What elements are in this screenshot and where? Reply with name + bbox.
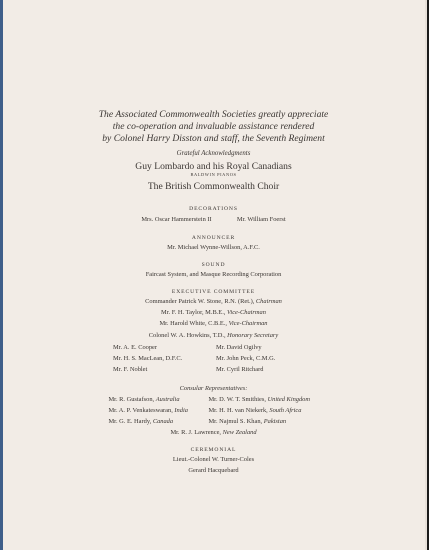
intro-line-2: the co-operation and invaluable assistance rendered: [112, 121, 315, 132]
committee-member: Mr. H. S. MacLean, D.F.C.: [113, 354, 183, 362]
rep-name: Mr. D. W. T. Smithies,: [208, 395, 268, 403]
member-name: Colonel W. A. Howkins, T.D.,: [148, 331, 228, 339]
committee-row: [0, 342, 427, 353]
sound-text: Faircast System, and Masque Recording Corporation: [145, 271, 282, 279]
rep-country: South Africa: [269, 407, 302, 415]
intro-line-3: by Colonel Harry Disston and staff, the Seventh Regiment: [102, 133, 325, 144]
sound-heading: SOUND: [201, 262, 226, 269]
member-name: Mr. Harold White, C.B.E.,: [159, 320, 229, 328]
committee-member: Mr. A. E. Cooper: [113, 343, 158, 351]
member-role: Chairman: [255, 298, 282, 306]
consular-right: [209, 416, 319, 427]
consular-right: [209, 405, 319, 416]
committee-member: Mr. F. Noblet: [113, 365, 148, 373]
consular-right: [209, 394, 319, 405]
rep-name: Mr. A. P. Venkateswaran,: [108, 407, 175, 415]
intro-line-1: The Associated Commonwealth Societies greatly appreciate: [98, 109, 329, 120]
grateful-acknowledgments-heading: Grateful Acknowledgments: [176, 150, 251, 157]
committee-member: Mr. John Peck, C.M.G.: [216, 354, 276, 362]
intro-paragraph: [0, 109, 427, 145]
rep-name: Mr. R. J. Lawrence,: [170, 429, 223, 437]
announcer-name: Mr. Michael Wynne-Willson, A.F.C.: [167, 244, 260, 252]
rep-country: United Kingdom: [267, 395, 310, 403]
choir-credit: The British Commonwealth Choir: [147, 181, 280, 192]
piano-credit: BALDWIN PIANOS: [190, 172, 237, 177]
consular-heading: Consular Representatives:: [179, 384, 248, 392]
rep-name: Mr. G. E. Hardy,: [108, 418, 153, 426]
consular-row: [0, 405, 427, 416]
committee-member: Mr. David Ogilvy: [216, 343, 262, 351]
member-name: Mr. F. H. Taylor, M.B.E.,: [161, 309, 227, 317]
committee-member: Mr. Cyril Ritchard: [216, 365, 264, 373]
committee-row: [0, 353, 427, 364]
executive-member: [0, 330, 427, 341]
decorations-heading: DECORATIONS: [189, 206, 238, 212]
consular-row: [0, 394, 427, 405]
rep-name: Mr. R. Gustafson,: [108, 395, 156, 403]
rep-country: India: [174, 407, 188, 415]
member-name: Commander Patrick W. Stone, R.N. (Ret.),: [145, 298, 256, 306]
committee-row: [0, 364, 427, 375]
ceremonial-heading: CEREMONIAL: [190, 447, 237, 454]
executive-member: [0, 296, 427, 307]
consular-left: [109, 416, 209, 427]
decorations-right: Mr. William Foerst: [236, 216, 286, 223]
member-role: Vice-Chairman: [227, 309, 266, 317]
consular-row: [0, 416, 427, 427]
executive-member: [0, 318, 427, 329]
decorations-left: Mrs. Oscar Hammerstein II: [141, 216, 212, 223]
member-role: Vice-Chairman: [228, 320, 268, 328]
consular-last-row: [0, 427, 427, 438]
rep-country: Canada: [152, 418, 174, 426]
executive-member: [0, 307, 427, 318]
ceremonial-line-2: Gerard Hacquebard: [188, 467, 239, 475]
committee-members: [0, 342, 427, 375]
rep-country: Australia: [155, 395, 180, 403]
acknowledgments-content: [0, 109, 427, 477]
rep-name: Mr. Najmul S. Khan,: [208, 418, 264, 426]
consular-left: [109, 394, 209, 405]
band-credit: Guy Lombardo and his Royal Canadians: [135, 161, 292, 172]
executive-officers: [0, 296, 427, 340]
announcer-heading: ANNOUNCER: [191, 235, 236, 242]
decorations-names: [0, 214, 427, 225]
rep-name: Mr. H. H. van Niekerk,: [208, 407, 270, 415]
member-role: Honorary Secretary: [227, 331, 279, 339]
consular-left: [109, 405, 209, 416]
rep-country: Pakistan: [263, 418, 287, 426]
ceremonial-line-1: Lieut.-Colonel W. Turner-Coles: [172, 456, 255, 464]
consular-list: [0, 394, 427, 438]
rep-country: New Zealand: [222, 429, 257, 437]
executive-committee-heading: EXECUTIVE COMMITTEE: [171, 289, 256, 296]
